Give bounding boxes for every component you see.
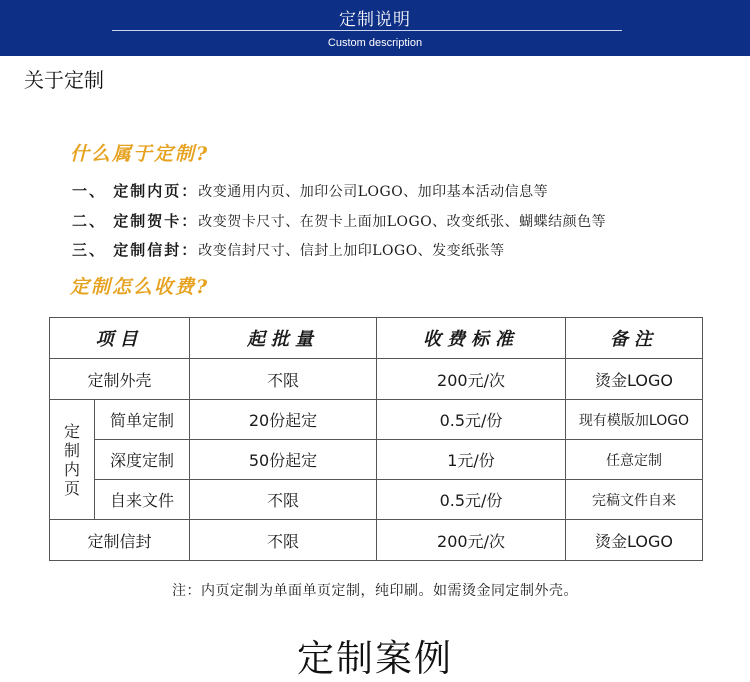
group-label-char: 制	[63, 440, 80, 460]
table-row	[50, 440, 703, 480]
cell-note: 烫金LOGO	[566, 359, 703, 400]
item-desc: 改变贺卡尺寸、在贺卡上面加LOGO、改变纸张、蝴蝶结颜色等	[198, 214, 607, 230]
item-lead: 二、 定制贺卡：	[72, 212, 199, 230]
cell-quantity: 不限	[190, 520, 377, 561]
group-label-char: 页	[63, 478, 80, 498]
group-label-char: 内	[63, 459, 80, 479]
table-header-row	[50, 318, 703, 359]
cell-name: 定制信封	[50, 520, 190, 561]
cell-quantity: 不限	[190, 480, 377, 520]
group-label-char: 定	[63, 421, 80, 441]
table-row	[50, 400, 703, 440]
table-row	[50, 480, 703, 520]
cell-price: 200元/次	[377, 520, 566, 561]
table-row	[50, 520, 703, 561]
table-row	[50, 359, 703, 400]
footnote: 注：内页定制为单面单页定制，纯印刷。如需烫金同定制外壳。	[172, 583, 578, 599]
cell-inner-group-label	[50, 400, 95, 520]
header-note: 备注	[566, 318, 703, 359]
cell-price: 0.5元/份	[377, 400, 566, 440]
cell-name: 定制外壳	[50, 359, 190, 400]
header-banner	[0, 0, 750, 56]
cell-quantity: 20份起定	[190, 400, 377, 440]
cell-price: 0.5元/份	[377, 480, 566, 520]
cases-heading: 定制案例	[297, 637, 453, 680]
item-desc: 改变信封尺寸、信封上加印LOGO、发变纸张等	[198, 243, 505, 259]
item-lead: 三、 定制信封：	[72, 241, 199, 259]
cell-note: 现有模版加LOGO	[566, 400, 703, 440]
item-lead: 一、 定制内页：	[72, 182, 199, 200]
cell-name: 深度定制	[95, 440, 190, 480]
about-heading: 关于定制	[24, 68, 104, 92]
cell-quantity: 不限	[190, 359, 377, 400]
header-price: 收费标准	[377, 318, 566, 359]
custom-item-inner-pages	[72, 180, 548, 201]
question-what-is-custom: 什么属于定制?	[70, 143, 210, 165]
cell-quantity: 50份起定	[190, 440, 377, 480]
banner-title: 定制说明	[339, 10, 411, 30]
cell-note: 完稿文件自来	[566, 480, 703, 520]
cell-name: 自来文件	[95, 480, 190, 520]
cell-name: 简单定制	[95, 400, 190, 440]
question-how-fee: 定制怎么收费?	[70, 276, 210, 298]
custom-item-greeting-card	[72, 210, 606, 231]
fee-table	[49, 317, 703, 561]
custom-item-envelope	[72, 239, 505, 260]
cell-price: 200元/次	[377, 359, 566, 400]
banner-subtitle: Custom description	[327, 37, 423, 49]
header-quantity: 起批量	[190, 318, 377, 359]
cell-note: 任意定制	[566, 440, 703, 480]
cell-price: 1元/份	[377, 440, 566, 480]
banner-divider	[112, 30, 622, 31]
header-item: 项目	[50, 318, 190, 359]
cell-note: 烫金LOGO	[566, 520, 703, 561]
item-desc: 改变通用内页、加印公司LOGO、加印基本活动信息等	[198, 184, 549, 200]
